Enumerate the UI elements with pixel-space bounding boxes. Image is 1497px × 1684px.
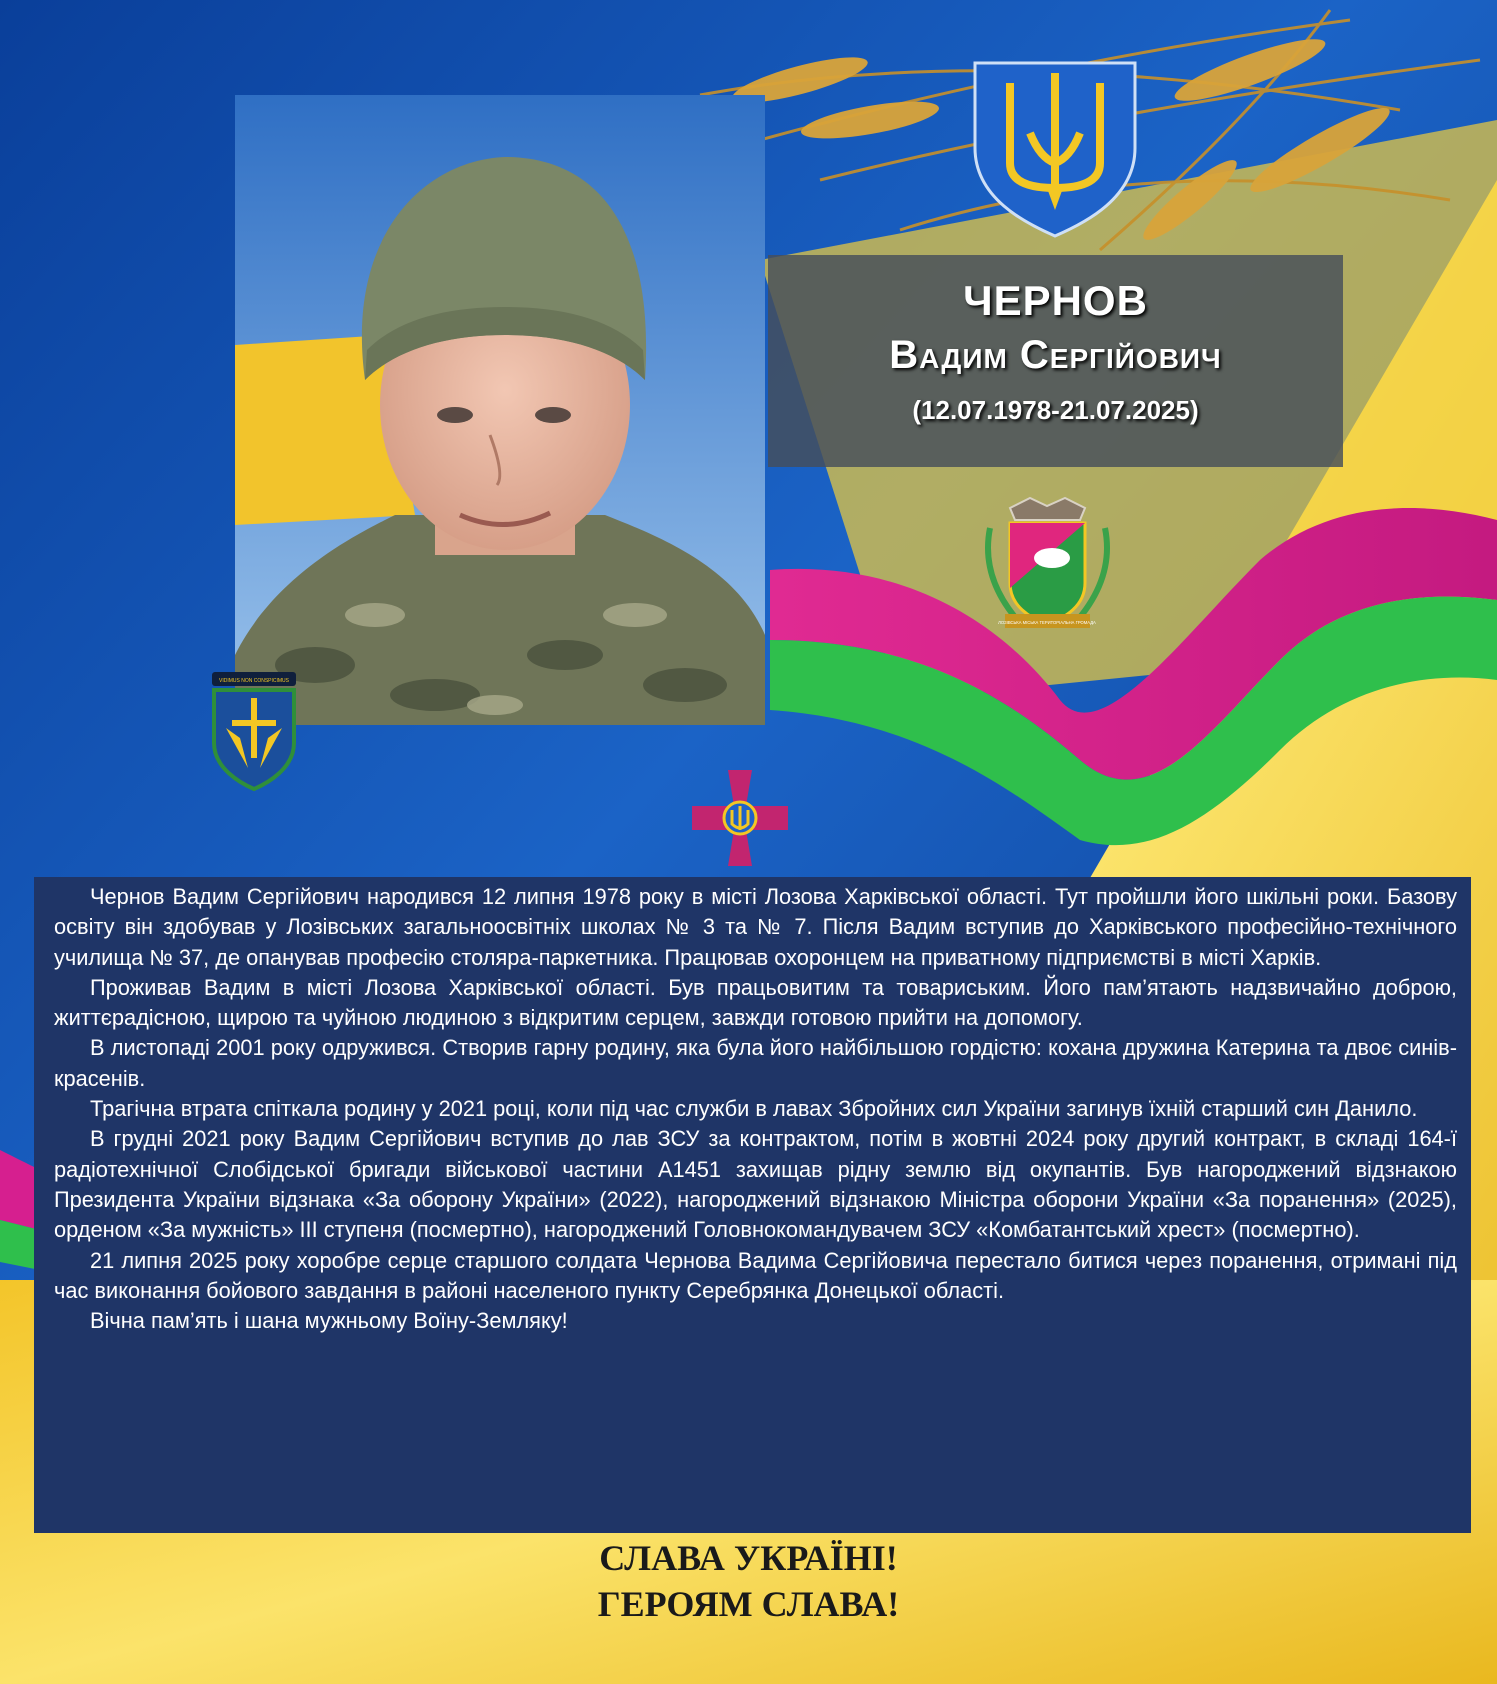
bio-paragraph: В грудні 2021 року Вадим Сергійович вступив до лав ЗСУ за контрактом, потім в жовтні 2024 року другий контракт, в складі 164-ї радіотехнічної Слобідської бригади військової частини А1451 захищав рідну землю від окупантів. Був нагороджений відзнакою Президента України відзнака «За оборону України» (2022), нагороджений відзнакою Міністра оборони України «За поранення» (2025), орденом «За мужність» ІІІ ступеня (посмертно), нагороджений Головнокомандувачем ЗСУ «Комбатантський хрест» (посмертно). — [54, 1126, 1457, 1243]
name-panel — [768, 255, 1343, 467]
hero-given-names: Вадим Сергійович — [889, 333, 1222, 377]
slogan-line-2: ГЕРОЯМ СЛАВА! — [597, 1584, 900, 1624]
armed-forces-cross-icon — [692, 770, 788, 866]
portrait-photo — [235, 95, 765, 725]
lozova-coat-of-arms-icon — [980, 488, 1115, 633]
biography-panel — [34, 877, 1471, 1533]
hero-surname: ЧЕРНОВ — [963, 277, 1148, 324]
bio-paragraph: В листопаді 2001 року одружився. Створив гарну родину, яка була його найбільшою гордістю: кохана дружина Катерина та двоє синів-красенів. — [54, 1035, 1457, 1091]
unit-patch-motto: VIDIMUS NON CONSPICIMUS — [218, 678, 290, 684]
bio-paragraph: Трагічна втрата спіткала родину у 2021 році, коли під час служби в лавах Збройних сил України загинув їхній старший син Данило. — [90, 1096, 1418, 1122]
trident-icon — [955, 38, 1155, 238]
hero-life-dates: (12.07.1978-21.07.2025) — [912, 395, 1199, 425]
slogan-line-1: СЛАВА УКРАЇНІ! — [599, 1538, 898, 1578]
bio-paragraph: Проживав Вадим в місті Лозова Харківської області. Був працьовитим та товариським. Його пам’ятають надзвичайно доброю, життєрадісною, щирою та чуйною людиною з відкритим серцем, завжди готовою прийти на допомогу. — [54, 974, 1457, 1031]
bio-paragraph: Чернов Вадим Сергійович народився 12 липня 1978 року в місті Лозова Харківської області. Тут пройшли його шкільні роки. Базову освіту він здобував у Лозівських загальноосвітніх школах № 3 та № 7. Після Вадим вступив до Харківського професійно-технічного училища № 37, де опанував професію столяра-паркетника. Працював охоронцем на приватному підприємстві в місті Харків. — [54, 884, 1457, 970]
unit-patch-icon — [208, 668, 300, 793]
bio-paragraph: Вічна пам’ять і шана мужньому Воїну-Земляку! — [90, 1308, 568, 1334]
city-arms-caption: ЛОЗІВСЬКА МІСЬКА ТЕРИТОРІАЛЬНА ГРОМАДА — [998, 620, 1096, 625]
bio-paragraph: 21 липня 2025 року хоробре серце старшого солдата Чернова Вадима Сергійовича перестало битися через поранення, отримані під час виконання бойового завдання в районі населеного пункту Серебрянка Донецької області. — [54, 1247, 1457, 1303]
